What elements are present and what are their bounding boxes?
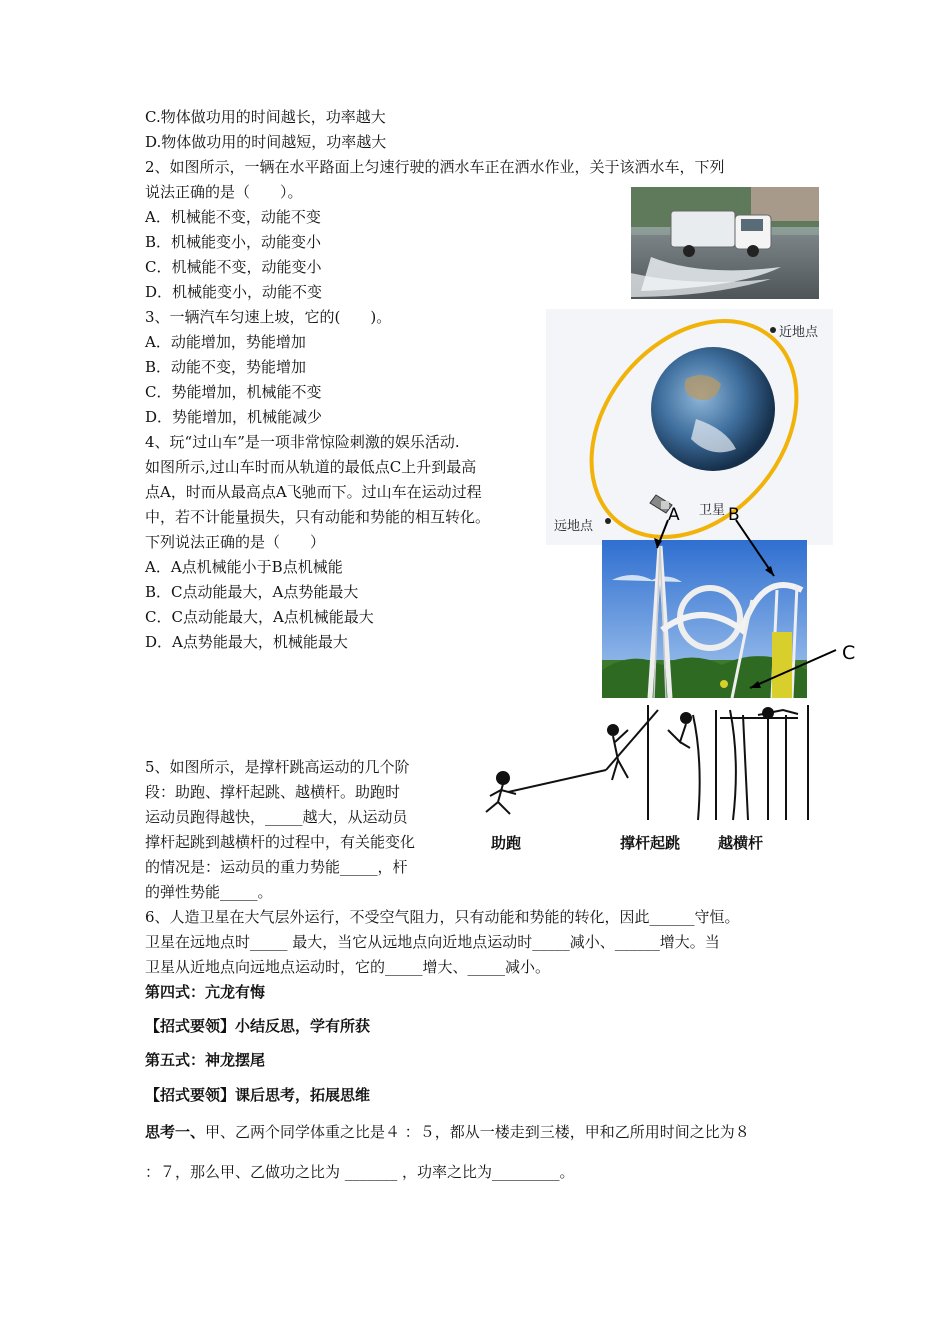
coaster-point-a: A: [668, 505, 680, 525]
pole-vault-over-label: 越横杆: [718, 834, 764, 852]
q4-option-c: C．C点动能最大，A点机械能最大: [145, 608, 374, 626]
q4-option-b: B．C点动能最大，A点势能最大: [145, 583, 359, 601]
section5-tip: 【招式要领】课后思考，拓展思维: [145, 1086, 371, 1104]
q2-option-a: A．机械能不变，动能不变: [145, 208, 321, 226]
q4-option-d: D．A点势能最大，机械能最大: [145, 633, 348, 651]
think1-text: 甲、乙两个同学体重之比是４ ：５，都从一楼走到三楼，甲和乙所用时间之比为８: [205, 1123, 750, 1141]
section4-tip: 【招式要领】小结反思，学有所获: [145, 1017, 371, 1035]
earth: [651, 347, 775, 471]
coaster-point-b: B: [728, 505, 740, 525]
perigee-label: 近地点: [779, 325, 819, 340]
sprinkler-truck-photo: [631, 187, 819, 299]
satellite-label: 卫星: [699, 503, 726, 518]
section4-title: 第四式：亢龙有悔: [145, 983, 266, 1001]
coaster-pointer-arrows: [600, 500, 860, 700]
q3-option-d: D．势能增加，机械能减少: [145, 408, 323, 426]
think1-label: 思考一、: [145, 1123, 206, 1141]
q4-option-a: A．A点机械能小于B点机械能: [145, 558, 343, 576]
q2-option-d: D．机械能变小，动能不变: [145, 283, 323, 301]
q2-option-b: B．机械能变小，动能变小: [145, 233, 322, 251]
q5-stem-line4: 撑杆起跳到越横杆的过程中，有关能变化: [145, 833, 416, 851]
q3-option-c: C．势能增加，机械能不变: [145, 383, 322, 401]
coaster-point-c: C: [842, 642, 856, 664]
think1-line1: [145, 1120, 750, 1144]
apogee-label: 远地点: [554, 519, 594, 534]
q3-option-a: A．动能增加，势能增加: [145, 333, 306, 351]
q6-stem-line1: 6、人造卫星在大气层外运行，不受空气阻力，只有动能和势能的转化，因此______守恒。: [145, 908, 740, 926]
section5-title: 第五式：神龙摆尾: [145, 1051, 266, 1069]
q3-option-b: B．动能不变，势能增加: [145, 358, 307, 376]
q5-stem-line3: 运动员跑得越快，_____越大，从运动员: [145, 808, 408, 826]
pole-vault-run-label: 助跑: [491, 834, 522, 852]
q5-stem-line5: 的情况是：运动员的重力势能_____，杆: [145, 858, 408, 876]
q2-stem-line2: 说法正确的是（ ）。: [145, 183, 303, 201]
q4-stem-line5: 下列说法正确的是（ ）: [145, 533, 326, 551]
q6-stem-line3: 卫星从近地点向远地点运动时，它的_____增大、_____减小。: [145, 958, 551, 976]
pole-vault-takeoff-label: 撑杆起跳: [620, 834, 681, 852]
q4-stem-line3: 点A，时而从最高点A飞驰而下。过山车在运动过程: [145, 483, 482, 501]
q4-stem-line2: 如图所示,过山车时而从轨道的最低点C上升到最高: [145, 458, 477, 476]
q5-stem-line6: 的弹性势能_____。: [145, 883, 273, 901]
q6-stem-line2: 卫星在远地点时_____ 最大，当它从远地点向近地点运动时_____减小、______增大。当: [145, 933, 720, 951]
q2-option-c: C．机械能不变，动能变小: [145, 258, 322, 276]
q4-stem-line1: 4、玩“过山车”是一项非常惊险刺激的娱乐活动.: [145, 433, 460, 451]
q4-stem-line4: 中，若不计能量损失，只有动能和势能的相互转化。: [145, 508, 491, 526]
q5-stem-line1: 5、如图所示，是撑杆跳高运动的几个阶: [145, 758, 410, 776]
think1-line2: ：７，那么甲、乙做功之比为 _______ ，功率之比为_________。: [145, 1163, 575, 1181]
q3-stem: 3、一辆汽车匀速上坡，它的( )。: [145, 308, 392, 326]
q2-stem-line1: 2、如图所示，一辆在水平路面上匀速行驶的洒水车正在洒水作业，关于该洒水车，下列: [145, 158, 725, 176]
q5-stem-line2: 段：助跑、撑杆起跳、越横杆。助跑时: [145, 783, 401, 801]
q1-option-d: D.物体做功用的时间越短，功率越大: [145, 133, 387, 151]
q1-option-c: C.物体做功用的时间越长，功率越大: [145, 108, 386, 126]
